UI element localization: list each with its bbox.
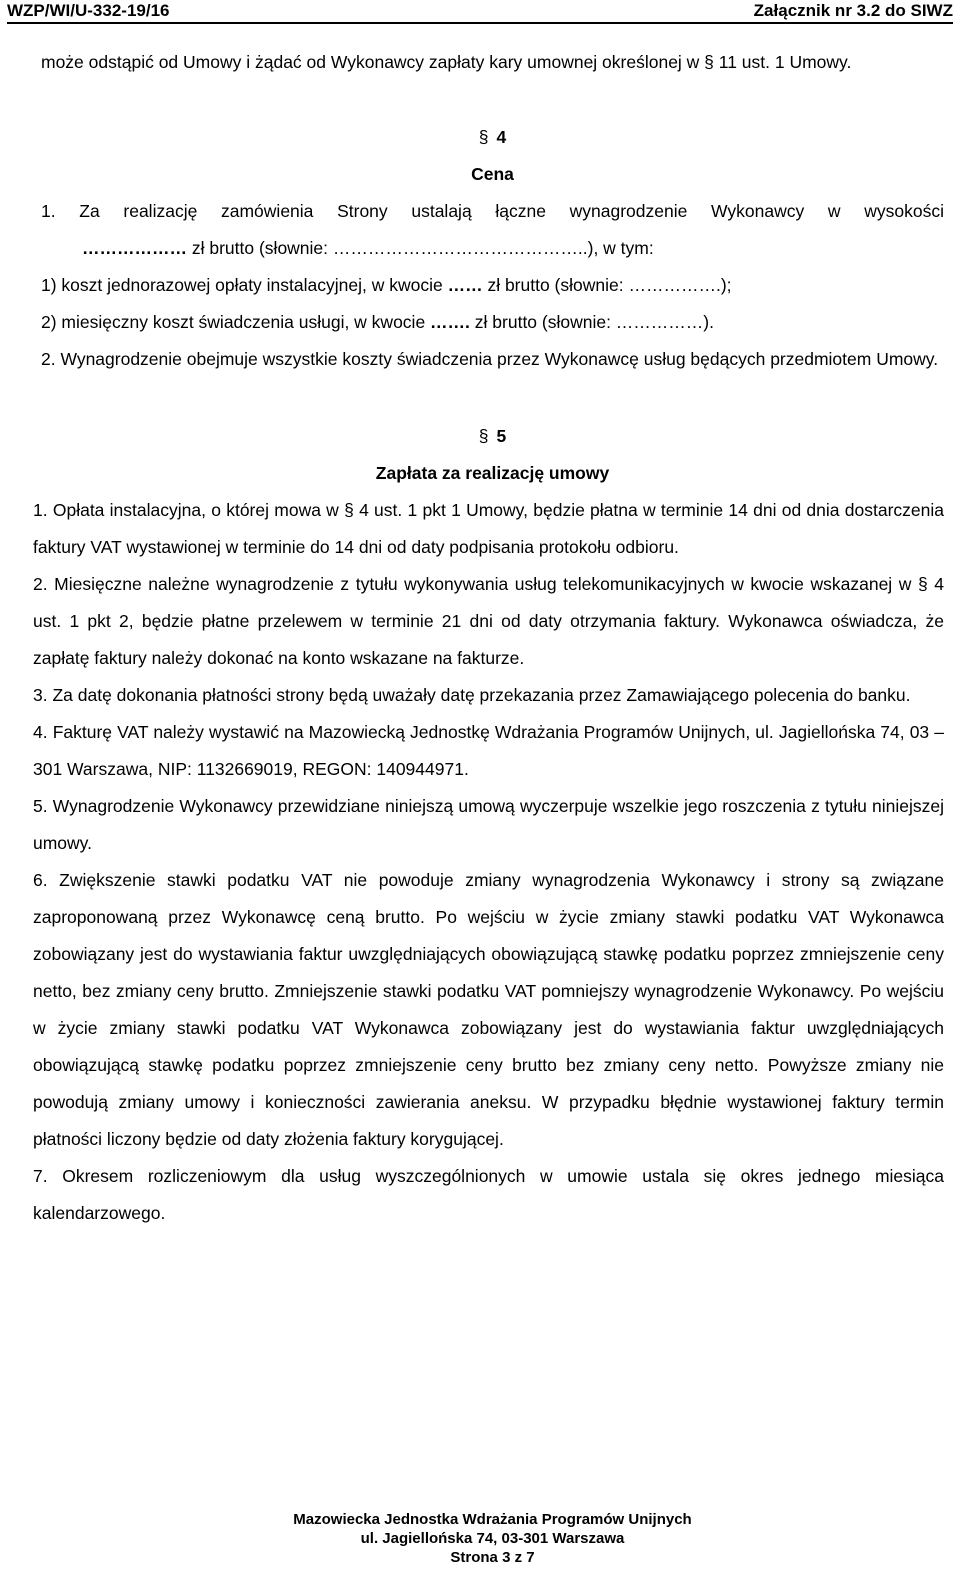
page-footer bbox=[0, 1510, 960, 1567]
section-5-heading bbox=[41, 418, 944, 455]
document-reference: WZP/WI/U-332-19/16 bbox=[7, 1, 170, 20]
section-4-point-1: 1. Za realizację zamówienia Strony ustalają łączne wynagrodzenie Wykonawcy w wysokości bbox=[41, 201, 944, 221]
list-item: 3. Za datę dokonania płatności strony będą uważały datę przekazania przez Zamawiającego polecenia do banku. bbox=[33, 685, 911, 705]
list-item: 2. Miesięczne należne wynagrodzenie z tytułu wykonywania usług telekomunikacyjnych w kwocie wskazanej w § 4 ust. 1 pkt 2, będzie płatne przelewem w terminie 21 dni od daty otrzymania faktury. Wykonawca oświadcza, że zapłatę faktury należy dokonać na konto wskazane na fakturze. bbox=[33, 574, 944, 668]
attachment-label: Załącznik nr 3.2 do SIWZ bbox=[753, 1, 953, 20]
section-4-number: 4 bbox=[496, 127, 507, 147]
section-4-point-2: 2. Wynagrodzenie obejmuje wszystkie koszty świadczenia przez Wykonawcę usług będących przedmiotem Umowy. bbox=[41, 349, 939, 369]
amount-placeholder: ……………… bbox=[82, 238, 187, 258]
section-4-point-1-continuation bbox=[41, 230, 944, 267]
item-2-post: zł brutto (słownie: ……………). bbox=[469, 312, 714, 332]
section-5-number: 5 bbox=[496, 426, 507, 446]
section-5-title: Zapłata za realizację umowy bbox=[375, 463, 610, 483]
page-header bbox=[7, 0, 953, 24]
item-2-amount: ……. bbox=[430, 312, 470, 332]
item-1-pre: 1) koszt jednorazowej opłaty instalacyjnej, w kwocie bbox=[41, 275, 448, 295]
list-item: 4. Fakturę VAT należy wystawić na Mazowiecką Jednostkę Wdrażania Programów Unijnych, ul. Jagiellońska 74, 03 – 301 Warszawa, NIP: 1132669019, REGON: 140944971. bbox=[33, 722, 944, 779]
section-5-list bbox=[33, 492, 944, 1232]
list-item: 6. Zwiększenie stawki podatku VAT nie powoduje zmiany wynagrodzenia Wykonawcy i strony są związane zaproponowaną przez Wykonawcę ceną brutto. Po wejściu w życie zmiany stawki podatku VAT Wykonawca zobowiązany jest do wystawiania faktur uwzględniających obowiązującą stawkę podatku poprzez zmniejszenie ceny netto, bez zmiany ceny brutto. Zmniejszenie stawki podatku VAT pomniejszy wynagrodzenie Wykonawcy. Po wejściu w życie zmiany stawki podatku VAT Wykonawca zobowiązany jest do wystawiania faktur uwzględniających obowiązującą stawkę podatku poprzez zmniejszenie ceny brutto bez zmiany ceny netto. Powyższe zmiany nie powodują zmiany umowy i konieczności zawierania aneksu. W przypadku błędnie wystawionej faktury termin płatności liczony będzie od daty złożenia faktury korygującej. bbox=[33, 870, 944, 1149]
item-1-post: zł brutto (słownie: …………….); bbox=[482, 275, 732, 295]
section-4-heading bbox=[41, 119, 944, 156]
section-4-item-1 bbox=[41, 267, 944, 304]
item-2-pre: 2) miesięczny koszt świadczenia usługi, w kwocie bbox=[41, 312, 431, 332]
footer-organization: Mazowiecka Jednostka Wdrażania Programów Unijnych bbox=[293, 1511, 692, 1528]
document-body bbox=[33, 44, 944, 1232]
section-4-item-2 bbox=[41, 304, 944, 341]
intro-paragraph: może odstąpić od Umowy i żądać od Wykonawcy zapłaty kary umownej określonej w § 11 ust. 1 Umowy. bbox=[41, 52, 852, 72]
section-4-title: Cena bbox=[471, 164, 514, 184]
amount-text: zł brutto (słownie: ……………………………………..), w tym: bbox=[187, 238, 654, 258]
list-item: 1. Opłata instalacyjna, o której mowa w § 4 ust. 1 pkt 1 Umowy, będzie płatna w terminie 14 dni od dnia dostarczenia faktury VAT wystawionej w terminie do 14 dni od daty podpisania protokołu odbioru. bbox=[33, 500, 944, 557]
paragraph-sign: § bbox=[478, 127, 489, 147]
page-number: Strona 3 z 7 bbox=[450, 1549, 535, 1566]
list-item: 7. Okresem rozliczeniowym dla usług wyszczególnionych w umowie ustala się okres jednego miesiąca kalendarzowego. bbox=[33, 1166, 944, 1223]
paragraph-sign: § bbox=[478, 426, 489, 446]
item-1-amount: …… bbox=[447, 275, 483, 295]
list-item: 5. Wynagrodzenie Wykonawcy przewidziane niniejszą umową wyczerpuje wszelkie jego roszczenia z tytułu niniejszej umowy. bbox=[33, 796, 944, 853]
footer-address: ul. Jagiellońska 74, 03-301 Warszawa bbox=[360, 1530, 625, 1547]
